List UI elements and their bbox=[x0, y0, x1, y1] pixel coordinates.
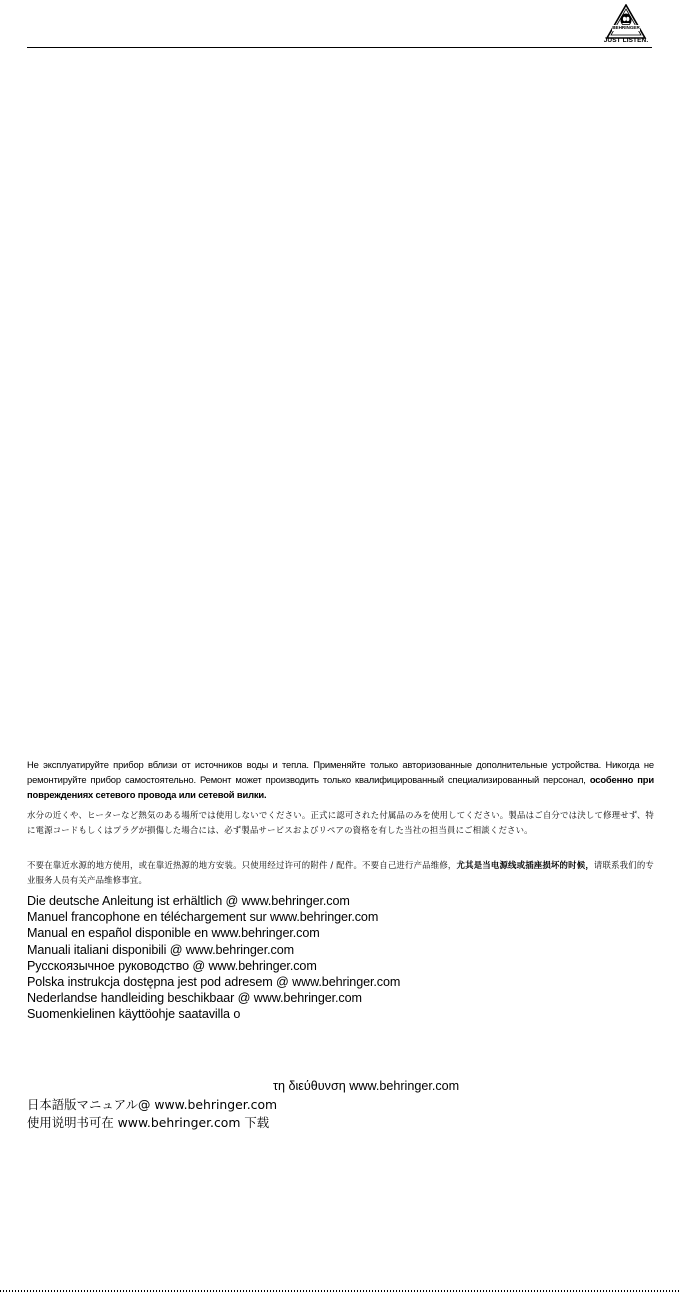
manual-availability-list bbox=[27, 893, 400, 1023]
footer-dotted-rule bbox=[0, 1290, 681, 1292]
warning-ru-bold: особенно при повреждениях сетевого провода или сетевой вилки. bbox=[27, 774, 655, 800]
manual-link-japanese: 日本語版マニュアル@ www.behringer.com bbox=[27, 1097, 278, 1112]
safety-warning-russian bbox=[27, 757, 654, 802]
manual-link-polish: Polska instrukcja dostępna jest pod adresem @ www.behringer.com bbox=[27, 975, 401, 990]
manual-link-dutch: Nederlandse handleiding beschikbaar @ www.behringer.com bbox=[27, 991, 362, 1006]
warning-ja-text: 水分の近くや、ヒーターなど熱気のある場所では使用しないでください。正式に認可された付属品のみを使用してください。製品はご自分では決して修理せず、特に電源コードもしくはプラグが損傷した場合には、必ず製品サービスおよびリペアの資格を有した当社の担当員にご相談ください。 bbox=[27, 810, 654, 835]
logo-tagline: JUST LISTEN. bbox=[603, 37, 649, 44]
manual-link-spanish: Manual en español disponible en www.behringer.com bbox=[27, 926, 320, 941]
manual-link-german: Die deutsche Anleitung ist erhältlich @ www.behringer.com bbox=[27, 894, 350, 908]
logo-brand-text: BEHRINGER bbox=[612, 25, 640, 30]
header-rule bbox=[27, 47, 652, 48]
manual-link-greek: τη διεύθυνση www.behringer.com bbox=[273, 1079, 460, 1093]
manual-link-italian: Manuali italiani disponibili @ www.behringer.com bbox=[27, 942, 294, 957]
manual-link-finnish: Suomenkielinen käyttöohje saatavilla o bbox=[27, 1007, 241, 1022]
safety-warning-japanese bbox=[27, 808, 654, 838]
safety-warning-chinese bbox=[27, 858, 654, 888]
warning-zh-bold: 尤其是当电源线或插座损坏的时候， bbox=[456, 860, 594, 870]
manual-link-chinese: 使用说明书可在 www.behringer.com 下载 bbox=[27, 1115, 270, 1130]
warning-zh-text-after: 请联系我们的专业服务人员有关产品维修事宜。 bbox=[27, 860, 655, 885]
warning-ru-text: Не эксплуатируйте прибор вблизи от источников воды и тепла. Применяйте только авторизованные дополнительные устройства. Никогда не ремонтируйте прибор самостоятельно. Ремонт может производить только квалифицированный специализированный персонал, bbox=[27, 759, 654, 785]
warning-zh-text: 不要在靠近水源的地方使用，或在靠近热源的地方安装。只使用经过许可的附件 / 配件。不要自己进行产品维修， bbox=[27, 860, 457, 870]
manual-link-french: Manuel francophone en téléchargement sur www.behringer.com bbox=[27, 910, 379, 925]
manual-link-russian: Русскоязычное руководство @ www.behringer.com bbox=[27, 958, 317, 973]
